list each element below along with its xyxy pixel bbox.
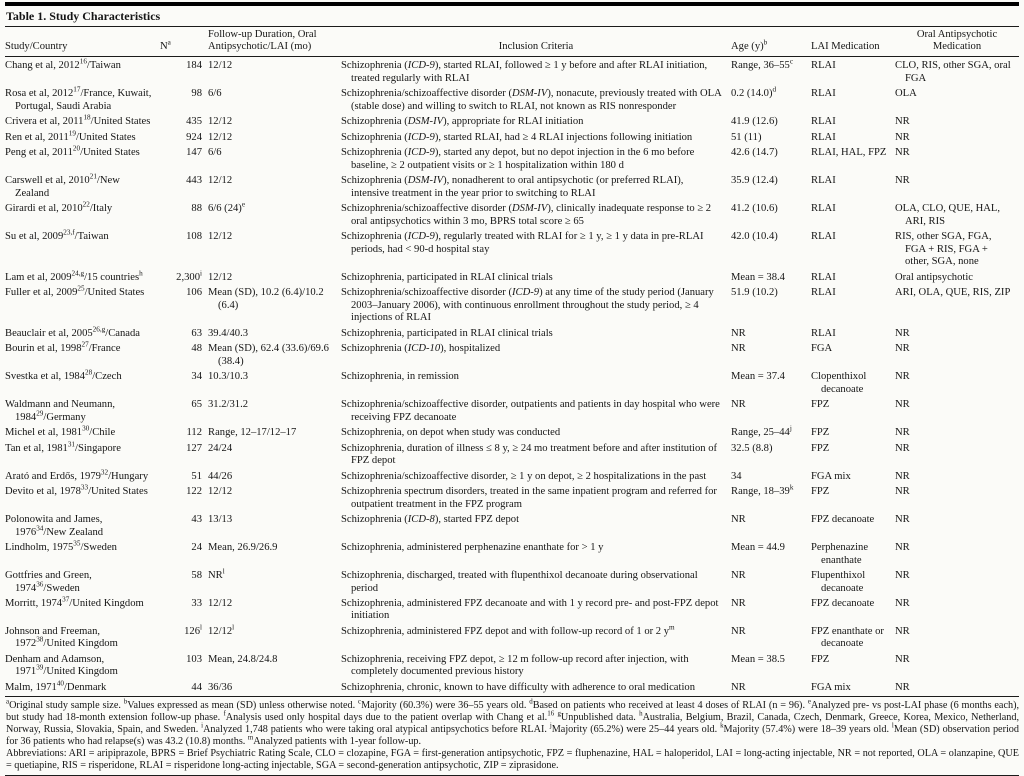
cell-inclusion-criteria: Schizophrenia, in remission [341, 371, 459, 383]
cell-age: Mean = 44.9 [731, 542, 785, 554]
column-header-study-country: Study/Country [5, 27, 160, 56]
cell-followup-duration: 12/12 [208, 175, 233, 187]
cell-inclusion-criteria: Schizophrenia (ICD-9), regularly treated with RLAI for ≥ 1 y, ≥ 1 y data in pre-RLAI periods, had < 90-d hospital stay [341, 231, 704, 255]
cell-followup-duration: 12/12 [208, 486, 233, 498]
table-row [5, 270, 1019, 286]
column-header-lai-medication: LAI Medication [811, 27, 895, 56]
cell-followup-duration: 12/12 [208, 271, 233, 283]
cell-oral-antipsychotic-medication: NR [895, 131, 910, 143]
cell-age: NR [731, 682, 746, 693]
cell-study-country: Svestka et al, 1984$^{28}$/Czech [5, 368, 122, 383]
cell-followup-duration: 6/6 $(24)^e$ [208, 200, 246, 215]
cell-age: 41.2 (10.6) [731, 203, 778, 215]
cell-study-country: Lindholm, 1975$^{35}$/Sweden [5, 539, 117, 554]
cell-study-country: Johnson and Freeman, 1972$^{38}$/United Kingdom [5, 626, 118, 650]
table-body [5, 56, 1019, 696]
cell-n: 112 [186, 427, 202, 439]
cell-inclusion-criteria: Schizophrenia, discharged, treated with flupenthixol decanoate during observational period [341, 570, 698, 594]
cell-lai-medication: FPZ enanthate or decanoate [811, 626, 884, 650]
cell-lai-medication: FGA [811, 343, 833, 355]
cell-study-country: Denham and Adamson, 1971$^{39}$/United Kingdom [5, 654, 118, 678]
cell-followup-duration: 44/26 [208, 470, 233, 482]
table-row [5, 342, 1019, 370]
cell-lai-medication: RLAI [811, 60, 836, 72]
cell-age: NR [731, 626, 746, 638]
cell-inclusion-criteria: Schizophrenia, administered perphenazine enanthate for > 1 y [341, 542, 604, 554]
cell-inclusion-criteria: Schizophrenia, chronic, known to have difficulty with adherence to oral medication [341, 682, 695, 693]
cell-n: 147 [186, 147, 202, 159]
cell-lai-medication: RLAI [811, 116, 836, 128]
table-row [5, 87, 1019, 115]
cell-inclusion-criteria: Schizophrenia (ICD-10), hospitalized [341, 343, 501, 355]
cell-study-country: Beauclair et al, 2005$^{26,g}$/Canada [5, 325, 140, 339]
cell-study-country: Morritt, 1974$^{37}$/United Kingdom [5, 595, 144, 610]
cell-age: Mean = 38.5 [731, 654, 785, 666]
cell-study-country: Chang et al, 2012$^{16}$/Taiwan [5, 57, 121, 72]
cell-age: 51 (11) [731, 131, 762, 143]
cell-lai-medication: Perphenazine enanthate [811, 542, 869, 566]
cell-oral-antipsychotic-medication: NR [895, 470, 910, 482]
cell-study-country: Rosa et al, 2012$^{17}$/France, Kuwait, Portugal, Saudi Arabia [5, 85, 152, 112]
table-abbreviations: Abbreviations: ARI = aripiprazole, BPRS = Brief Psychiatric Rating Scale, CLO = clozapine, FGA = first-generation antipsychotic, FPZ = fluphenazine, HAL = haloperidol, LAI = long-acting injectable, NR = not reported, OLA = olanzapine, QUE = quetiapine, RIS = risperidone, RLAI = risperidone long-acting injectable, SGA = second-generation antipsychotic, ZIP = ziprasidone. [6, 748, 1019, 772]
cell-oral-antipsychotic-medication: NR [895, 175, 910, 187]
cell-age: Range, 36–55$^c$ [731, 57, 794, 72]
cell-followup-duration: 10.3/10.3 [208, 371, 249, 383]
cell-lai-medication: FGA mix [811, 682, 851, 693]
table-row [5, 56, 1019, 86]
table-row [5, 469, 1019, 485]
table-row [5, 174, 1019, 202]
cell-n: 43 [191, 514, 202, 526]
cell-lai-medication: FPZ [811, 654, 830, 666]
cell-inclusion-criteria: Schizophrenia/schizoaffective disorder (DSM-IV), nonacute, previously treated with OLA (stable dose) and willing to switch to RLAI, not known as RIS nonresponder [341, 88, 722, 112]
table-row [5, 370, 1019, 398]
cell-inclusion-criteria: Schizophrenia (ICD-8), started FPZ depot [341, 514, 520, 526]
cell-oral-antipsychotic-medication: NR [895, 343, 910, 355]
table-row [5, 441, 1019, 469]
table-row [5, 513, 1019, 541]
table-row [5, 569, 1019, 597]
cell-n: 33 [191, 598, 202, 610]
table-footnotes: $^a$Original study sample size. $^b$Values expressed as mean (SD) unless otherwise noted. $^c$Majority (60.3%) were 36–55 years old. $^d$Based on patients who received at least 4 doses of RLAI (n = 96). $^e$Analyzed pre- vs post-LAI phase (6 months each), but study had 18-month extension follow-up phase. $^f$Analysis used only hospital days due to the patient overlap with Chang et al.$^{16}$ $^g$Unpublished data. $^h$Australia, Belgium, Brazil, Canada, Czech, Denmark, Greece, Korea, Mexico, Netherland, Norway, Russia, Slovakia, Spain, and Sweden. $^i$Analyzed 1,748 patients who were taking oral atypical antipsychotics before RLAI. $^j$Majority (65.2%) were 25–44 years old. $^k$Majority (57.4%) were 18–39 years old. $^l$Mean (SD) observation period for 36 patients who had relapse(s) was 43.2 (10.8) months. $^m$Analyzed patients with 1-year follow-up. [6, 698, 1020, 748]
cell-oral-antipsychotic-medication: NR [895, 399, 910, 411]
cell-n: 108 [186, 231, 202, 243]
cell-age: 42.6 (14.7) [731, 147, 778, 159]
cell-age: 0.2 $(14.0)^d$ [731, 85, 777, 100]
cell-study-country: Michel et al, 1981$^{30}$/Chile [5, 424, 116, 439]
cell-study-country: Carswell et al, 2010$^{21}$/New Zealand [5, 172, 120, 199]
cell-followup-duration: 6/6 [208, 88, 222, 100]
cell-study-country: Crivera et al, 2011$^{18}$/United States [5, 113, 151, 128]
cell-lai-medication: Flupenthixol decanoate [811, 570, 866, 594]
cell-lai-medication: Clopenthixol decanoate [811, 371, 867, 395]
cell-inclusion-criteria: Schizophrenia, on depot when study was conducted [341, 427, 561, 439]
cell-n: 2,300$^i$ [176, 269, 202, 283]
cell-followup-duration: 31.2/31.2 [208, 399, 249, 411]
cell-n: 924 [186, 131, 202, 143]
table-row [5, 286, 1019, 326]
cell-n: 184 [186, 60, 202, 72]
cell-n: 126$^l$ [184, 623, 202, 638]
table-row [5, 326, 1019, 342]
cell-age: Mean = 37.4 [731, 371, 785, 383]
cell-study-country: Ren et al, 2011$^{19}$/United States [5, 129, 136, 143]
cell-oral-antipsychotic-medication: OLA, CLO, QUE, HAL, ARI, RIS [895, 203, 1001, 227]
cell-n: 127 [186, 442, 202, 454]
cell-oral-antipsychotic-medication: NR [895, 570, 910, 582]
cell-inclusion-criteria: Schizophrenia, administered FPZ decanoate and with 1 y record pre- and post-FPZ depot initiation [341, 598, 719, 622]
cell-followup-duration: $NR^l$ [208, 567, 225, 582]
cell-age: NR [731, 514, 746, 526]
cell-inclusion-criteria: Schizophrenia (ICD-9), started RLAI, followed ≥ 1 y before and after RLAI initiation, treated regularly with RLAI [341, 60, 708, 84]
table-row [5, 426, 1019, 442]
table-row [5, 202, 1019, 230]
cell-study-country: Waldmann and Neumann, 1984$^{29}$/Germany [5, 399, 116, 423]
cell-lai-medication: RLAI, HAL, FPZ [811, 147, 887, 159]
cell-inclusion-criteria: Schizophrenia (DSM-IV), appropriate for RLAI initiation [341, 116, 584, 128]
cell-oral-antipsychotic-medication: NR [895, 327, 910, 339]
cell-oral-antipsychotic-medication: NR [895, 598, 910, 610]
cell-n: 63 [191, 327, 202, 339]
cell-n: 24 [191, 542, 202, 554]
cell-inclusion-criteria: Schizophrenia (DSM-IV), nonadherent to oral antipsychotic (or preferred RLAI), intensive treatment in the year prior to switching to RLAI [341, 175, 684, 199]
cell-study-country: Arató and Erdős, 1979$^{32}$/Hungary [5, 468, 149, 482]
cell-study-country: Lam et al, 2009$^{24,g}$/15 countries$^h$ [5, 269, 143, 283]
table-row [5, 624, 1019, 652]
cell-age: NR [731, 343, 746, 355]
cell-oral-antipsychotic-medication: NR [895, 626, 910, 638]
cell-followup-duration: 36/36 [208, 682, 233, 693]
cell-study-country: Tan et al, 1981$^{31}$/Singapore [5, 440, 121, 454]
cell-oral-antipsychotic-medication: NR [895, 542, 910, 554]
cell-inclusion-criteria: Schizophrenia, duration of illness ≤ 8 y, ≥ 24 mo treatment before and after institution of FPZ depot [341, 442, 718, 467]
cell-lai-medication: RLAI [811, 327, 836, 339]
cell-lai-medication: FGA mix [811, 470, 851, 482]
cell-n: 44 [191, 682, 202, 693]
cell-n: 48 [191, 343, 202, 355]
study-characteristics-table [5, 27, 1019, 696]
cell-n: 103 [186, 654, 202, 666]
cell-age: 42.0 (10.4) [731, 231, 778, 243]
cell-study-country: Devito et al, 1978$^{33}$/United States [5, 483, 148, 498]
cell-inclusion-criteria: Schizophrenia, participated in RLAI clinical trials [341, 271, 553, 283]
cell-oral-antipsychotic-medication: NR [895, 116, 910, 128]
cell-inclusion-criteria: Schizophrenia, administered FPZ depot and with follow-up record of 1 or 2 $y^m$ [341, 623, 675, 638]
cell-age: 41.9 (12.6) [731, 116, 778, 128]
cell-oral-antipsychotic-medication: NR [895, 442, 910, 454]
column-header-oral-antipsychotic-medication: Oral Antipsychotic Medication [895, 27, 1019, 56]
column-header-inclusion-criteria: Inclusion Criteria [341, 27, 731, 56]
cell-age: 32.5 (8.8) [731, 442, 773, 454]
cell-age: Mean = 38.4 [731, 271, 785, 283]
table-row [5, 541, 1019, 569]
cell-followup-duration: Range, 12–17/12–17 [208, 427, 297, 439]
table-header-row [5, 27, 1019, 56]
cell-study-country: Peng et al, 2011$^{20}$/United States [5, 144, 140, 159]
cell-age: Range, 18–39$^k$ [731, 483, 794, 498]
cell-followup-duration: Mean, 26.9/26.9 [208, 542, 278, 554]
cell-age: 51.9 (10.2) [731, 287, 778, 299]
table-row [5, 680, 1019, 696]
cell-n: 98 [191, 88, 202, 100]
cell-age: NR [731, 598, 746, 610]
column-header-n: $N^a$ [160, 27, 208, 56]
cell-age: NR [731, 570, 746, 582]
cell-lai-medication: RLAI [811, 271, 836, 283]
cell-oral-antipsychotic-medication: OLA [895, 88, 917, 100]
cell-study-country: Polonowita and James, 1976$^{34}$/New Zealand [5, 514, 104, 538]
cell-n: 65 [191, 399, 202, 411]
cell-n: 58 [191, 570, 202, 582]
cell-followup-duration: 13/13 [208, 514, 233, 526]
cell-inclusion-criteria: Schizophrenia/schizoaffective disorder (DSM-IV), clinically inadequate response to ≥ 2 oral antipsychotics within 3 mo, BPRS total score ≥ 65 [341, 203, 712, 227]
cell-inclusion-criteria: Schizophrenia/schizoaffective disorder (ICD-9) at any time of the study period (January 2003–January 2006), with continuous enrollment throughout the study period, ≥ 4 injections of RLAI [341, 287, 714, 324]
cell-lai-medication: FPZ [811, 486, 830, 498]
cell-lai-medication: RLAI [811, 88, 836, 100]
cell-n: 443 [186, 175, 202, 187]
cell-oral-antipsychotic-medication: NR [895, 654, 910, 666]
table-row [5, 652, 1019, 680]
cell-followup-duration: 39.4/40.3 [208, 327, 249, 339]
cell-followup-duration: 24/24 [208, 442, 233, 454]
cell-followup-duration: 12/12 [208, 598, 233, 610]
cell-n: 51 [191, 470, 202, 482]
cell-inclusion-criteria: Schizophrenia/schizoaffective disorder, ≥ 1 y on depot, ≥ 2 hospitalizations in the past [341, 470, 707, 482]
cell-lai-medication: FPZ decanoate [811, 598, 875, 610]
cell-oral-antipsychotic-medication: RIS, other SGA, FGA, FGA + RIS, FGA + other, SGA, none [895, 231, 992, 268]
cell-oral-antipsychotic-medication: NR [895, 514, 910, 526]
table-row [5, 130, 1019, 146]
cell-study-country: Bourin et al, 1998$^{27}$/France [5, 340, 121, 355]
cell-lai-medication: RLAI [811, 131, 836, 143]
column-header-followup-duration: Follow-up Duration, Oral Antipsychotic/LAI (mo) [208, 27, 341, 56]
cell-inclusion-criteria: Schizophrenia (ICD-9), started any depot, but no depot injection in the 6 mo before baseline, ≥ 2 outpatient visits or ≥ 1 hospitalization within 180 d [341, 147, 695, 171]
cell-lai-medication: RLAI [811, 287, 836, 299]
table-row [5, 398, 1019, 426]
cell-n: 88 [191, 203, 202, 215]
table-row [5, 146, 1019, 174]
cell-followup-duration: 6/6 [208, 147, 222, 159]
cell-inclusion-criteria: Schizophrenia spectrum disorders, treated in the same inpatient program and referred for outpatient treatment in the FPZ program [341, 486, 717, 510]
cell-oral-antipsychotic-medication: NR [895, 427, 910, 439]
table-row [5, 230, 1019, 270]
cell-lai-medication: FPZ decanoate [811, 514, 875, 526]
cell-followup-duration: 12/12 [208, 131, 233, 143]
cell-study-country: Fuller et al, 2009$^{25}$/United States [5, 284, 145, 299]
cell-oral-antipsychotic-medication: NR [895, 371, 910, 383]
cell-n: 106 [186, 287, 202, 299]
cell-lai-medication: FPZ [811, 399, 830, 411]
cell-followup-duration: Mean (SD), 62.4 (33.6)/69.6 (38.4) [208, 343, 329, 367]
column-header-age: Age $(y)^b$ [731, 27, 811, 56]
cell-lai-medication: FPZ [811, 442, 830, 454]
cell-study-country: Su et al, 2009$^{23,f}$/Taiwan [5, 228, 109, 243]
table-row [5, 485, 1019, 513]
cell-study-country: Malm, 1971$^{40}$/Denmark [5, 679, 107, 693]
cell-n: 122 [186, 486, 202, 498]
cell-lai-medication: RLAI [811, 203, 836, 215]
cell-inclusion-criteria: Schizophrenia, receiving FPZ depot, ≥ 12 m follow-up record after injection, with completely documented previous history [341, 654, 689, 678]
cell-oral-antipsychotic-medication: CLO, RIS, other SGA, oral FGA [895, 60, 1011, 84]
cell-oral-antipsychotic-medication: NR [895, 486, 910, 498]
cell-age: 34 [731, 470, 742, 482]
table-row [5, 597, 1019, 625]
cell-followup-duration: 12/12 [208, 60, 233, 72]
cell-age: Range, 25–44$^j$ [731, 424, 792, 439]
cell-age: NR [731, 327, 746, 339]
cell-oral-antipsychotic-medication: Oral antipsychotic [895, 271, 973, 283]
cell-followup-duration: Mean (SD), 10.2 (6.4)/10.2 (6.4) [208, 287, 324, 311]
cell-followup-duration: 12/12$^l$ [208, 623, 235, 638]
cell-inclusion-criteria: Schizophrenia/schizoaffective disorder, outpatients and patients in day hospital who were receiving FPZ decanoate [341, 399, 720, 423]
cell-age: NR [731, 399, 746, 411]
cell-study-country: Girardi et al, 2010$^{22}$/Italy [5, 200, 113, 215]
cell-followup-duration: 12/12 [208, 116, 233, 128]
cell-oral-antipsychotic-medication: NR [895, 147, 910, 159]
cell-lai-medication: RLAI [811, 231, 836, 243]
cell-n: 34 [191, 371, 202, 383]
cell-oral-antipsychotic-medication: NR [895, 682, 910, 693]
cell-followup-duration: 12/12 [208, 231, 233, 243]
table-row [5, 115, 1019, 131]
cell-oral-antipsychotic-medication: ARI, OLA, QUE, RIS, ZIP [895, 287, 1011, 299]
cell-age: 35.9 (12.4) [731, 175, 778, 187]
cell-inclusion-criteria: Schizophrenia (ICD-9), started RLAI, had ≥ 4 RLAI injections following initiation [341, 131, 693, 143]
cell-lai-medication: FPZ [811, 427, 830, 439]
cell-followup-duration: Mean, 24.8/24.8 [208, 654, 278, 666]
cell-inclusion-criteria: Schizophrenia, participated in RLAI clinical trials [341, 327, 553, 339]
cell-n: 435 [186, 116, 202, 128]
cell-study-country: Gottfries and Green, 1974$^{36}$/Sweden [5, 570, 92, 594]
cell-lai-medication: RLAI [811, 175, 836, 187]
table-title: Table 1. Study Characteristics [6, 9, 161, 23]
